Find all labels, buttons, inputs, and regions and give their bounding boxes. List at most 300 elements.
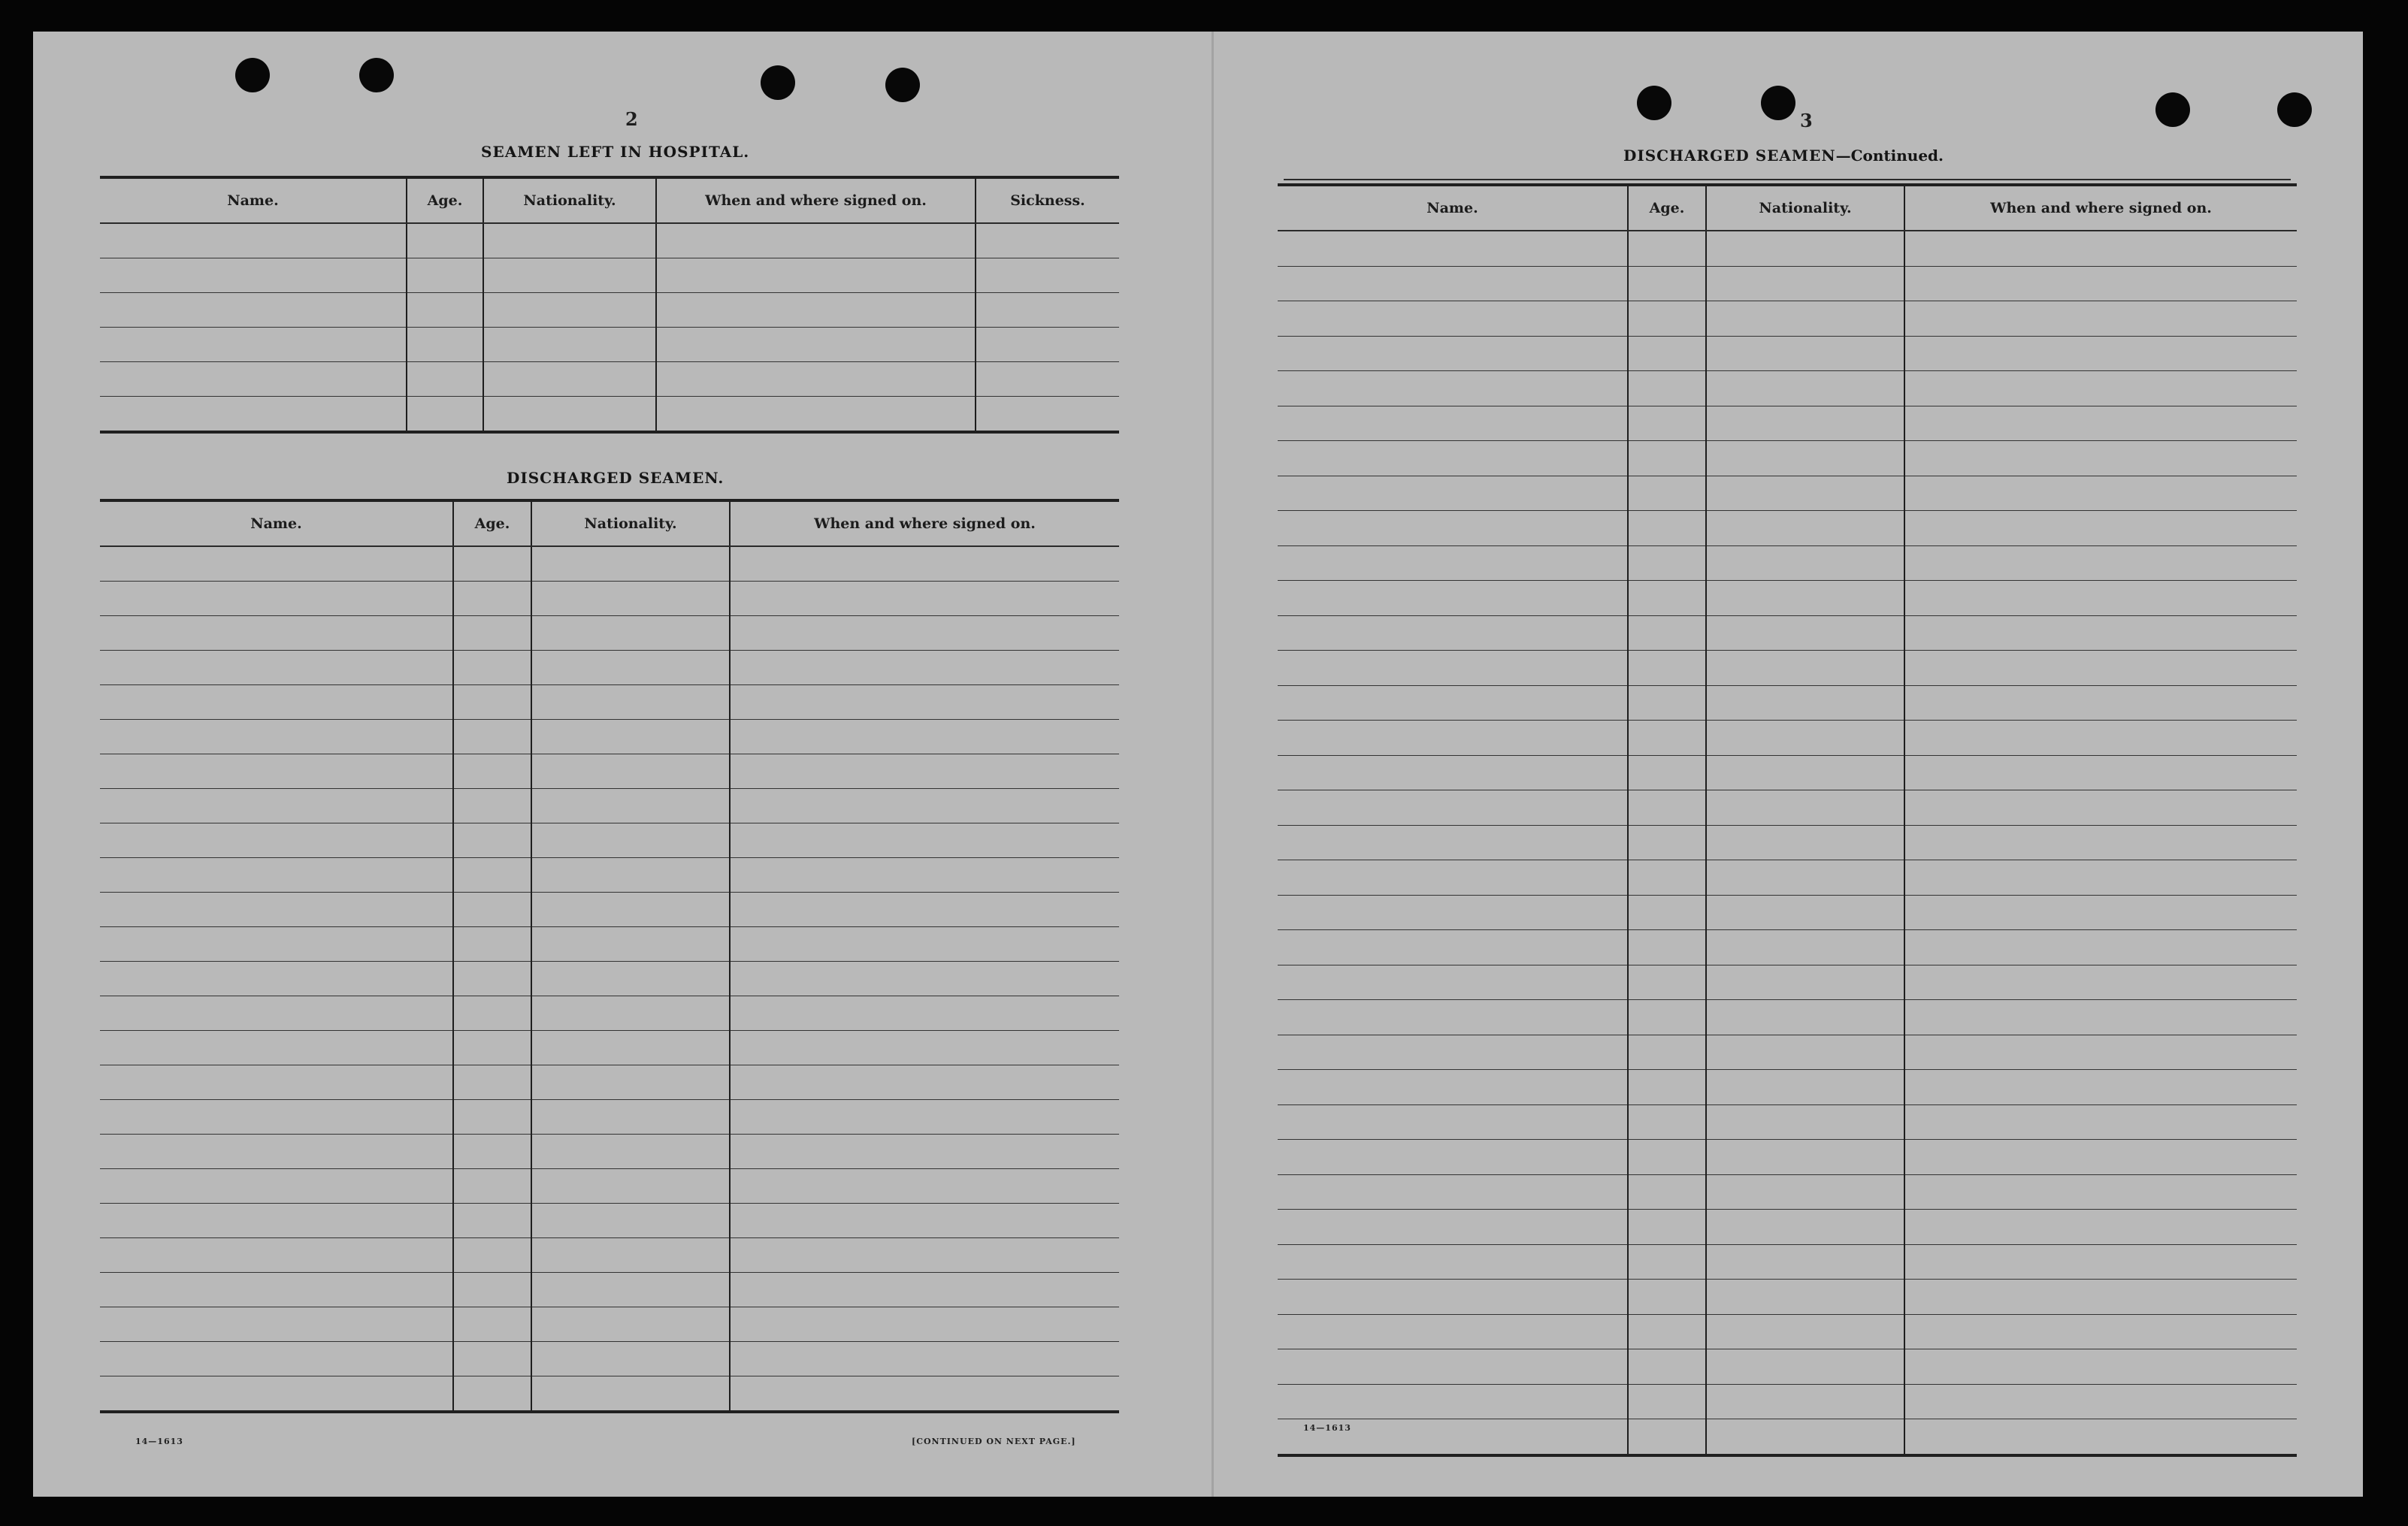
blank-entry-cell[interactable]	[531, 996, 730, 1031]
blank-entry-cell[interactable]	[1904, 231, 2297, 266]
blank-entry-cell[interactable]	[531, 1204, 730, 1238]
blank-entry-cell[interactable]	[1706, 1070, 1904, 1105]
blank-entry-cell[interactable]	[1706, 1314, 1904, 1349]
blank-entry-cell[interactable]	[1904, 1384, 2297, 1419]
blank-entry-cell[interactable]	[1904, 651, 2297, 686]
blank-entry-cell[interactable]	[483, 328, 656, 362]
discharged-header-row	[100, 500, 1119, 546]
blank-entry-cell[interactable]	[531, 1031, 730, 1065]
blank-entry-cell[interactable]	[1278, 930, 1628, 965]
table-row	[100, 223, 1119, 258]
blank-entry-cell[interactable]	[100, 1307, 453, 1342]
blank-entry-cell[interactable]	[407, 397, 483, 433]
blank-entry-cell[interactable]	[976, 397, 1119, 433]
discharged-table	[100, 499, 1119, 1413]
blank-entry-cell[interactable]	[407, 258, 483, 293]
blank-entry-cell[interactable]	[453, 616, 531, 651]
table-row	[1278, 825, 2297, 860]
blank-entry-cell[interactable]	[1278, 545, 1628, 581]
blank-entry-cell[interactable]	[1628, 336, 1706, 371]
blank-entry-cell[interactable]	[730, 582, 1119, 616]
blank-entry-cell[interactable]	[1278, 1314, 1628, 1349]
blank-entry-cell[interactable]	[730, 1065, 1119, 1100]
table-row	[1278, 615, 2297, 651]
blank-entry-cell[interactable]	[1628, 685, 1706, 721]
blank-entry-cell[interactable]	[656, 293, 976, 328]
blank-entry-cell[interactable]	[531, 1238, 730, 1273]
blank-entry-cell[interactable]	[1278, 790, 1628, 826]
blank-entry-cell[interactable]	[100, 328, 407, 362]
blank-entry-cell[interactable]	[1904, 965, 2297, 1000]
blank-entry-cell[interactable]	[1904, 860, 2297, 896]
blank-entry-cell[interactable]	[1706, 371, 1904, 406]
blank-entry-cell[interactable]	[100, 789, 453, 823]
blank-entry-cell[interactable]	[407, 223, 483, 258]
blank-entry-cell[interactable]	[730, 1169, 1119, 1204]
blank-entry-cell[interactable]	[100, 1135, 453, 1169]
blank-entry-cell[interactable]	[1278, 511, 1628, 546]
blank-entry-cell[interactable]	[100, 754, 453, 789]
blank-entry-cell[interactable]	[1628, 1000, 1706, 1035]
blank-entry-cell[interactable]	[1278, 1104, 1628, 1140]
blank-entry-cell[interactable]	[1904, 615, 2297, 651]
left-page-number: 2	[625, 108, 638, 130]
blank-entry-cell[interactable]	[453, 1273, 531, 1307]
blank-entry-cell[interactable]	[1628, 371, 1706, 406]
blank-entry-cell[interactable]	[1628, 1070, 1706, 1105]
table-row	[1278, 1314, 2297, 1349]
blank-entry-cell[interactable]	[531, 546, 730, 582]
blank-entry-cell[interactable]	[1278, 476, 1628, 511]
blank-entry-cell[interactable]	[1628, 476, 1706, 511]
blank-entry-cell[interactable]	[1628, 1384, 1706, 1419]
blank-entry-cell[interactable]	[656, 397, 976, 433]
blank-entry-cell[interactable]	[1628, 545, 1706, 581]
blank-entry-cell[interactable]	[1628, 1244, 1706, 1280]
blank-entry-cell[interactable]	[1628, 266, 1706, 301]
blank-entry-cell[interactable]	[531, 1307, 730, 1342]
blank-entry-cell[interactable]	[1628, 301, 1706, 337]
blank-entry-cell[interactable]	[1904, 790, 2297, 826]
blank-entry-cell[interactable]	[1904, 721, 2297, 756]
table-row	[1278, 545, 2297, 581]
blank-entry-cell[interactable]	[730, 1204, 1119, 1238]
blank-entry-cell[interactable]	[100, 1342, 453, 1376]
blank-entry-cell[interactable]	[1628, 1104, 1706, 1140]
blank-entry-cell[interactable]	[1706, 1210, 1904, 1245]
blank-entry-cell[interactable]	[531, 962, 730, 996]
blank-entry-cell[interactable]	[1706, 1035, 1904, 1070]
blank-entry-cell[interactable]	[730, 651, 1119, 685]
blank-entry-cell[interactable]	[453, 823, 531, 858]
blank-entry-cell[interactable]	[100, 1169, 453, 1204]
blank-entry-cell[interactable]	[1904, 1104, 2297, 1140]
blank-entry-cell[interactable]	[1628, 406, 1706, 441]
blank-entry-cell[interactable]	[1706, 685, 1904, 721]
blank-entry-cell[interactable]	[100, 1238, 453, 1273]
blank-entry-cell[interactable]	[1706, 860, 1904, 896]
blank-entry-cell[interactable]	[453, 1169, 531, 1204]
blank-entry-cell[interactable]	[1904, 1070, 2297, 1105]
blank-entry-cell[interactable]	[453, 1065, 531, 1100]
blank-entry-cell[interactable]	[1628, 1314, 1706, 1349]
blank-entry-cell[interactable]	[1904, 895, 2297, 930]
blank-entry-cell[interactable]	[453, 720, 531, 754]
blank-entry-cell[interactable]	[453, 1135, 531, 1169]
blank-entry-cell[interactable]	[531, 1273, 730, 1307]
table-row	[100, 962, 1119, 996]
blank-entry-cell[interactable]	[1628, 721, 1706, 756]
blank-entry-cell[interactable]	[1706, 721, 1904, 756]
blank-entry-cell[interactable]	[1904, 1419, 2297, 1455]
table-row	[1278, 581, 2297, 616]
blank-entry-cell[interactable]	[1706, 651, 1904, 686]
blank-entry-cell[interactable]	[100, 823, 453, 858]
blank-entry-cell[interactable]	[100, 996, 453, 1031]
blank-entry-cell[interactable]	[1706, 790, 1904, 826]
blank-entry-cell[interactable]	[453, 927, 531, 962]
right-form-number: 14—1613	[1303, 1423, 1351, 1433]
blank-entry-cell[interactable]	[100, 582, 453, 616]
blank-entry-cell[interactable]	[1628, 1035, 1706, 1070]
blank-entry-cell[interactable]	[1706, 476, 1904, 511]
column-header: Age.	[1628, 185, 1706, 231]
blank-entry-cell[interactable]	[1278, 1210, 1628, 1245]
blank-entry-cell[interactable]	[1706, 231, 1904, 266]
blank-entry-cell[interactable]	[453, 1204, 531, 1238]
blank-entry-cell[interactable]	[730, 754, 1119, 789]
table-row	[1278, 1210, 2297, 1245]
blank-entry-cell[interactable]	[730, 1342, 1119, 1376]
blank-entry-cell[interactable]	[100, 651, 453, 685]
blank-entry-cell[interactable]	[1904, 1349, 2297, 1385]
blank-entry-cell[interactable]	[1706, 581, 1904, 616]
blank-entry-cell[interactable]	[1706, 1280, 1904, 1315]
discharged-continued-table	[1278, 183, 2297, 1457]
blank-entry-cell[interactable]	[1278, 1000, 1628, 1035]
blank-entry-cell[interactable]	[453, 1342, 531, 1376]
table-row	[1278, 1280, 2297, 1315]
blank-entry-cell[interactable]	[1278, 406, 1628, 441]
blank-entry-cell[interactable]	[531, 893, 730, 927]
blank-entry-cell[interactable]	[100, 720, 453, 754]
blank-entry-cell[interactable]	[1628, 1349, 1706, 1385]
blank-entry-cell[interactable]	[100, 258, 407, 293]
blank-entry-cell[interactable]	[1278, 1174, 1628, 1210]
punch-hole	[235, 58, 270, 92]
blank-entry-cell[interactable]	[407, 293, 483, 328]
blank-entry-cell[interactable]	[656, 223, 976, 258]
blank-entry-cell[interactable]	[1628, 860, 1706, 896]
blank-entry-cell[interactable]	[531, 651, 730, 685]
blank-entry-cell[interactable]	[531, 754, 730, 789]
blank-entry-cell[interactable]	[1278, 581, 1628, 616]
blank-entry-cell[interactable]	[100, 362, 407, 397]
blank-entry-cell[interactable]	[1278, 965, 1628, 1000]
blank-entry-cell[interactable]	[1278, 895, 1628, 930]
blank-entry-cell[interactable]	[1904, 545, 2297, 581]
blank-entry-cell[interactable]	[100, 223, 407, 258]
blank-entry-cell[interactable]	[730, 685, 1119, 720]
blank-entry-cell[interactable]	[453, 962, 531, 996]
blank-entry-cell[interactable]	[1278, 860, 1628, 896]
blank-entry-cell[interactable]	[730, 893, 1119, 927]
table-row	[100, 546, 1119, 582]
blank-entry-cell[interactable]	[100, 962, 453, 996]
blank-entry-cell[interactable]	[1706, 511, 1904, 546]
blank-entry-cell[interactable]	[1706, 1349, 1904, 1385]
blank-entry-cell[interactable]	[1278, 1349, 1628, 1385]
blank-entry-cell[interactable]	[1904, 1174, 2297, 1210]
blank-entry-cell[interactable]	[1904, 1210, 2297, 1245]
blank-entry-cell[interactable]	[730, 546, 1119, 582]
blank-entry-cell[interactable]	[100, 1273, 453, 1307]
blank-entry-cell[interactable]	[1628, 615, 1706, 651]
blank-entry-cell[interactable]	[1628, 825, 1706, 860]
blank-entry-cell[interactable]	[100, 293, 407, 328]
blank-entry-cell[interactable]	[483, 362, 656, 397]
blank-entry-cell[interactable]	[453, 1376, 531, 1413]
table-row	[100, 789, 1119, 823]
blank-entry-cell[interactable]	[483, 223, 656, 258]
blank-entry-cell[interactable]	[407, 362, 483, 397]
blank-entry-cell[interactable]	[531, 1100, 730, 1135]
blank-entry-cell[interactable]	[1628, 755, 1706, 790]
blank-entry-cell[interactable]	[1628, 1174, 1706, 1210]
blank-entry-cell[interactable]	[531, 1135, 730, 1169]
blank-entry-cell[interactable]	[100, 1100, 453, 1135]
blank-entry-cell[interactable]	[1904, 371, 2297, 406]
blank-entry-cell[interactable]	[730, 1238, 1119, 1273]
blank-entry-cell[interactable]	[1904, 1280, 2297, 1315]
blank-entry-cell[interactable]	[730, 1273, 1119, 1307]
table-row	[1278, 965, 2297, 1000]
blank-entry-cell[interactable]	[453, 754, 531, 789]
blank-entry-cell[interactable]	[100, 1376, 453, 1413]
blank-entry-cell[interactable]	[1706, 1140, 1904, 1175]
blank-entry-cell[interactable]	[1706, 1000, 1904, 1035]
blank-entry-cell[interactable]	[483, 258, 656, 293]
blank-entry-cell[interactable]	[100, 616, 453, 651]
blank-entry-cell[interactable]	[531, 1065, 730, 1100]
blank-entry-cell[interactable]	[531, 1342, 730, 1376]
punch-hole	[761, 65, 795, 100]
blank-entry-cell[interactable]	[1628, 1140, 1706, 1175]
blank-entry-cell[interactable]	[453, 858, 531, 893]
blank-entry-cell[interactable]	[730, 858, 1119, 893]
blank-entry-cell[interactable]	[730, 720, 1119, 754]
blank-entry-cell[interactable]	[976, 328, 1119, 362]
blank-entry-cell[interactable]	[1706, 930, 1904, 965]
blank-entry-cell[interactable]	[1278, 231, 1628, 266]
blank-entry-cell[interactable]	[1904, 336, 2297, 371]
blank-entry-cell[interactable]	[1278, 755, 1628, 790]
table-row	[100, 1065, 1119, 1100]
blank-entry-cell[interactable]	[1628, 1280, 1706, 1315]
blank-entry-cell[interactable]	[483, 293, 656, 328]
blank-entry-cell[interactable]	[730, 616, 1119, 651]
blank-entry-cell[interactable]	[1706, 1174, 1904, 1210]
blank-entry-cell[interactable]	[453, 685, 531, 720]
blank-entry-cell[interactable]	[1628, 511, 1706, 546]
blank-entry-cell[interactable]	[1278, 1244, 1628, 1280]
hospital-table-title: SEAMEN LEFT IN HOSPITAL.	[481, 143, 750, 161]
blank-entry-cell[interactable]	[1706, 825, 1904, 860]
table-row	[1278, 1244, 2297, 1280]
blank-entry-cell[interactable]	[1904, 685, 2297, 721]
blank-entry-cell[interactable]	[1278, 651, 1628, 686]
blank-entry-cell[interactable]	[100, 858, 453, 893]
blank-entry-cell[interactable]	[1904, 930, 2297, 965]
blank-entry-cell[interactable]	[100, 1031, 453, 1065]
blank-entry-cell[interactable]	[976, 362, 1119, 397]
blank-entry-cell[interactable]	[1904, 1140, 2297, 1175]
blank-entry-cell[interactable]	[1278, 1070, 1628, 1105]
blank-entry-cell[interactable]	[1278, 1280, 1628, 1315]
blank-entry-cell[interactable]	[1628, 1210, 1706, 1245]
blank-entry-cell[interactable]	[531, 1169, 730, 1204]
blank-entry-cell[interactable]	[656, 362, 976, 397]
blank-entry-cell[interactable]	[1628, 1419, 1706, 1455]
blank-entry-cell[interactable]	[453, 789, 531, 823]
blank-entry-cell[interactable]	[1278, 721, 1628, 756]
blank-entry-cell[interactable]	[1904, 1000, 2297, 1035]
punch-hole	[359, 58, 394, 92]
blank-entry-cell[interactable]	[730, 823, 1119, 858]
blank-entry-cell[interactable]	[100, 1065, 453, 1100]
blank-entry-cell[interactable]	[1278, 301, 1628, 337]
blank-entry-cell[interactable]	[1904, 476, 2297, 511]
blank-entry-cell[interactable]	[976, 293, 1119, 328]
blank-entry-cell[interactable]	[1706, 1384, 1904, 1419]
blank-entry-cell[interactable]	[1706, 895, 1904, 930]
blank-entry-cell[interactable]	[407, 328, 483, 362]
punch-hole	[2277, 92, 2312, 127]
blank-entry-cell[interactable]	[730, 1307, 1119, 1342]
blank-entry-cell[interactable]	[453, 1238, 531, 1273]
blank-entry-cell[interactable]	[483, 397, 656, 433]
blank-entry-cell[interactable]	[1904, 1314, 2297, 1349]
blank-entry-cell[interactable]	[1278, 371, 1628, 406]
blank-entry-cell[interactable]	[730, 789, 1119, 823]
blank-entry-cell[interactable]	[976, 223, 1119, 258]
table-row	[1278, 1140, 2297, 1175]
blank-entry-cell[interactable]	[453, 651, 531, 685]
table-row	[100, 258, 1119, 293]
blank-entry-cell[interactable]	[1706, 441, 1904, 476]
blank-entry-cell[interactable]	[656, 328, 976, 362]
blank-entry-cell[interactable]	[100, 1204, 453, 1238]
blank-entry-cell[interactable]	[1904, 1244, 2297, 1280]
blank-entry-cell[interactable]	[1278, 825, 1628, 860]
blank-entry-cell[interactable]	[1628, 930, 1706, 965]
blank-entry-cell[interactable]	[1628, 965, 1706, 1000]
blank-entry-cell[interactable]	[1628, 231, 1706, 266]
blank-entry-cell[interactable]	[453, 893, 531, 927]
blank-entry-cell[interactable]	[531, 616, 730, 651]
blank-entry-cell[interactable]	[730, 927, 1119, 962]
blank-entry-cell[interactable]	[531, 927, 730, 962]
blank-entry-cell[interactable]	[730, 1135, 1119, 1169]
blank-entry-cell[interactable]	[1706, 545, 1904, 581]
blank-entry-cell[interactable]	[1278, 1140, 1628, 1175]
blank-entry-cell[interactable]	[1706, 1419, 1904, 1455]
blank-entry-cell[interactable]	[1278, 441, 1628, 476]
blank-entry-cell[interactable]	[531, 858, 730, 893]
blank-entry-cell[interactable]	[531, 789, 730, 823]
blank-entry-cell[interactable]	[1628, 441, 1706, 476]
blank-entry-cell[interactable]	[1628, 651, 1706, 686]
blank-entry-cell[interactable]	[1706, 336, 1904, 371]
blank-entry-cell[interactable]	[1904, 581, 2297, 616]
blank-entry-cell[interactable]	[1706, 965, 1904, 1000]
blank-entry-cell[interactable]	[1904, 1035, 2297, 1070]
blank-entry-cell[interactable]	[100, 927, 453, 962]
blank-entry-cell[interactable]	[453, 996, 531, 1031]
blank-entry-cell[interactable]	[1904, 511, 2297, 546]
blank-entry-cell[interactable]	[656, 258, 976, 293]
blank-entry-cell[interactable]	[1706, 266, 1904, 301]
blank-entry-cell[interactable]	[1628, 895, 1706, 930]
blank-entry-cell[interactable]	[1706, 755, 1904, 790]
blank-entry-cell[interactable]	[1904, 301, 2297, 337]
blank-entry-cell[interactable]	[453, 1307, 531, 1342]
blank-entry-cell[interactable]	[1278, 266, 1628, 301]
blank-entry-cell[interactable]	[1278, 615, 1628, 651]
blank-entry-cell[interactable]	[730, 1031, 1119, 1065]
blank-entry-cell[interactable]	[730, 962, 1119, 996]
blank-entry-cell[interactable]	[1904, 755, 2297, 790]
table-row	[100, 1376, 1119, 1413]
blank-entry-cell[interactable]	[453, 582, 531, 616]
blank-entry-cell[interactable]	[730, 1376, 1119, 1413]
blank-entry-cell[interactable]	[1706, 301, 1904, 337]
left-form-number: 14—1613	[135, 1437, 183, 1446]
blank-entry-cell[interactable]	[531, 685, 730, 720]
blank-entry-cell[interactable]	[453, 546, 531, 582]
blank-entry-cell[interactable]	[976, 258, 1119, 293]
blank-entry-cell[interactable]	[531, 582, 730, 616]
blank-entry-cell[interactable]	[1628, 790, 1706, 826]
blank-entry-cell[interactable]	[453, 1031, 531, 1065]
blank-entry-cell[interactable]	[1706, 1104, 1904, 1140]
blank-entry-cell[interactable]	[1278, 1384, 1628, 1419]
blank-entry-cell[interactable]	[100, 546, 453, 582]
table-row	[100, 1100, 1119, 1135]
blank-entry-cell[interactable]	[531, 823, 730, 858]
right-page-number: 3	[1800, 110, 1813, 131]
blank-entry-cell[interactable]	[1904, 406, 2297, 441]
blank-entry-cell[interactable]	[730, 1100, 1119, 1135]
blank-entry-cell[interactable]	[100, 685, 453, 720]
blank-entry-cell[interactable]	[531, 720, 730, 754]
blank-entry-cell[interactable]	[1706, 406, 1904, 441]
blank-entry-cell[interactable]	[1278, 685, 1628, 721]
blank-entry-cell[interactable]	[531, 1376, 730, 1413]
blank-entry-cell[interactable]	[1904, 266, 2297, 301]
blank-entry-cell[interactable]	[1904, 441, 2297, 476]
blank-entry-cell[interactable]	[1278, 1035, 1628, 1070]
blank-entry-cell[interactable]	[100, 397, 407, 433]
blank-entry-cell[interactable]	[730, 996, 1119, 1031]
blank-entry-cell[interactable]	[1706, 1244, 1904, 1280]
blank-entry-cell[interactable]	[1904, 825, 2297, 860]
blank-entry-cell[interactable]	[1706, 615, 1904, 651]
blank-entry-cell[interactable]	[453, 1100, 531, 1135]
blank-entry-cell[interactable]	[100, 893, 453, 927]
blank-entry-cell[interactable]	[1628, 581, 1706, 616]
blank-entry-cell[interactable]	[1278, 336, 1628, 371]
